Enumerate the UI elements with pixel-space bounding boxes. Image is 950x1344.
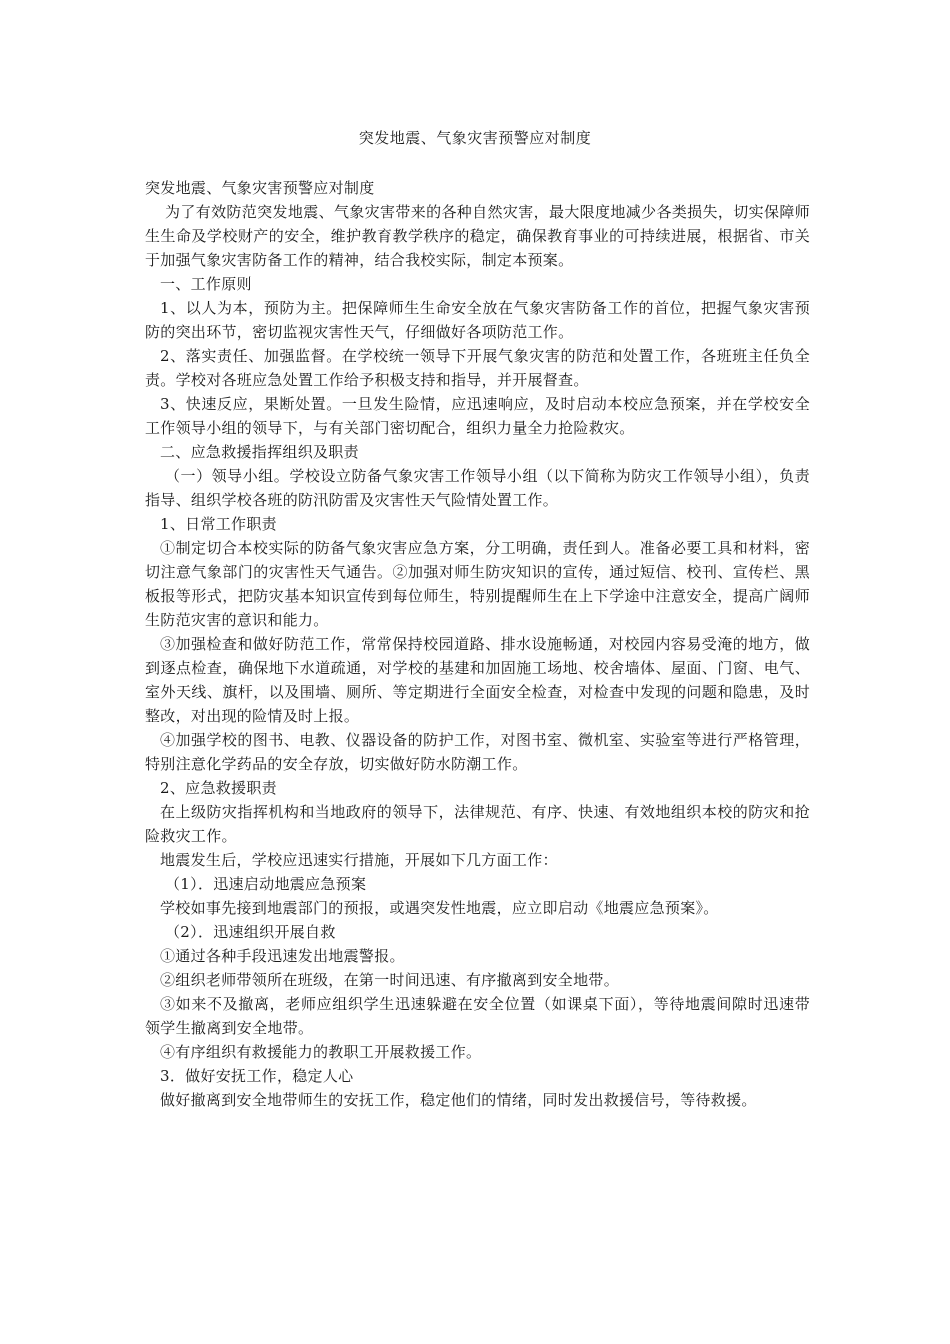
paragraph: （1）．迅速启动地震应急预案 [165,875,367,893]
paragraph: 1、日常工作职责 [160,515,277,533]
paragraph: （一）领导小组。学校设立防备气象灾害工作领导小组（以下简称为防灾工作领导小组），负责指导、组织学校各班的防汛防雷及灾害性天气险情处置工作。 [145,467,810,509]
paragraph: （2）．迅速组织开展自救 [165,923,336,941]
paragraph: ①制定切合本校实际的防备气象灾害应急方案，分工明确，责任到人。准备必要工具和材料，密切注意气象部门的灾害性天气通告。②加强对师生防灾知识的宣传，通过短信、校刊、宣传栏、黑板报等形式，把防灾基本知识宣传到每位师生，特别提醒师生在上下学途中注意安全，提高广阔师生防范灾害的意识和能力。 [145,539,810,629]
paragraph: ③加强检查和做好防范工作，常常保持校园道路、排水设施畅通，对校园内容易受淹的地方，做到逐点检查，确保地下水道疏通，对学校的基建和加固施工场地、校舍墙体、屋面、门窗、电气、室外天线、旗杆，以及围墙、厕所、等定期进行全面安全检查，对检查中发现的问题和隐患，及时整改，对出现的险情及时上报。 [145,635,810,725]
paragraph: 2、应急救援职责 [160,779,277,797]
paragraph: 为了有效防范突发地震、气象灾害带来的各种自然灾害，最大限度地减少各类损失，切实保障师生生命及学校财产的安全，维护教育教学秩序的稳定，确保教育事业的可持续进展，根据省、市关于加强气象灾害防备工作的精神，结合我校实际，制定本预案。 [145,203,810,269]
paragraph: ④有序组织有救援能力的教职工开展救援工作。 [160,1043,482,1061]
paragraph: 一、工作原则 [160,275,252,293]
document-body [145,176,810,1112]
paragraph: 学校如事先接到地震部门的预报，或遇突发性地震，应立即启动《地震应急预案》。 [160,899,719,917]
paragraph: 1、以人为本，预防为主。把保障师生生命安全放在气象灾害防备工作的首位，把握气象灾害预防的突出环节，密切监视灾害性天气，仔细做好各项防范工作。 [145,299,810,341]
document-title: 突发地震、气象灾害预警应对制度 [358,129,592,147]
paragraph: 3、快速反应，果断处置。一旦发生险情，应迅速响应，及时启动本校应急预案，并在学校安全工作领导小组的领导下，与有关部门密切配合，组织力量全力抢险救灾。 [145,395,810,437]
paragraph: ②组织老师带领所在班级，在第一时间迅速、有序撤离到安全地带。 [160,971,620,989]
paragraph: 突发地震、气象灾害预警应对制度 [145,179,375,197]
paragraph: ①通过各种手段迅速发出地震警报。 [160,947,405,965]
paragraph: 地震发生后，学校应迅速实行措施，开展如下几方面工作： [160,851,558,869]
paragraph: 3．做好安抚工作，稳定人心 [160,1067,354,1085]
paragraph: 二、应急救援指挥组织及职责 [160,443,359,461]
paragraph: 2、落实责任、加强监督。在学校统一领导下开展气象灾害的防范和处置工作，各班班主任负全责。学校对各班应急处置工作给予积极支持和指导，并开展督查。 [145,347,810,389]
paragraph: 在上级防灾指挥机构和当地政府的领导下，法律规范、有序、快速、有效地组织本校的防灾和抢险救灾工作。 [145,803,810,845]
paragraph: ③如来不及撤离，老师应组织学生迅速躲避在安全位置（如课桌下面），等待地震间隙时迅速带领学生撤离到安全地带。 [145,995,810,1037]
paragraph: 做好撤离到安全地带师生的安抚工作，稳定他们的情绪，同时发出救援信号，等待救援。 [160,1091,757,1109]
paragraph: ④加强学校的图书、电教、仪器设备的防护工作，对图书室、微机室、实验室等进行严格管理，特别注意化学药品的安全存放，切实做好防水防潮工作。 [145,731,810,773]
